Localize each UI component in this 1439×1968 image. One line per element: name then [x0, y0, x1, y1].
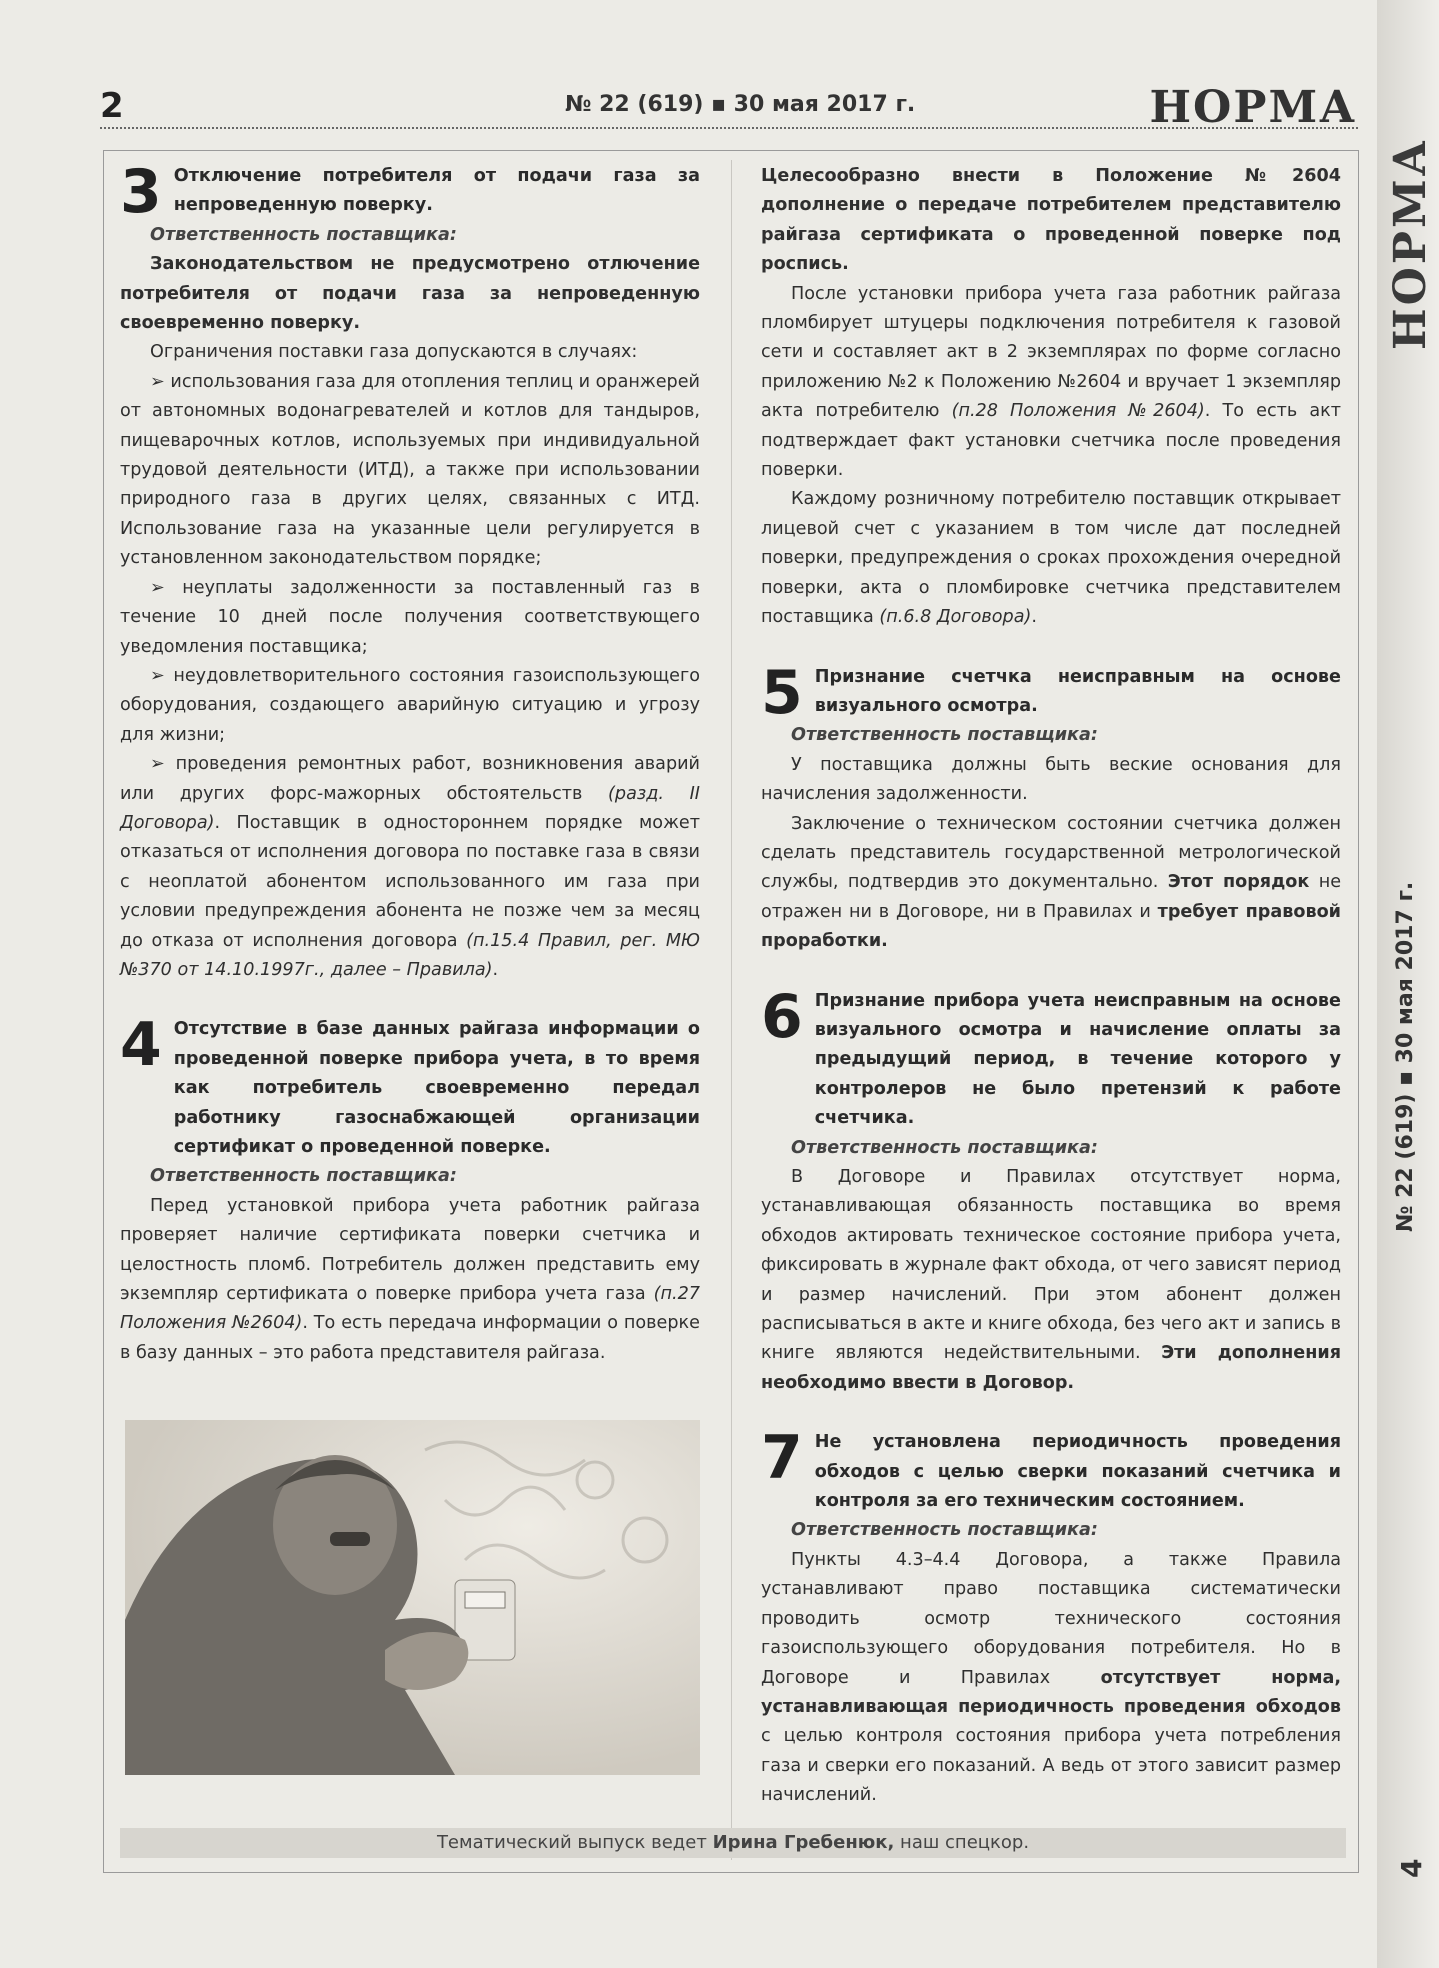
- emphasis: Эти дополнения необходимо ввести в Договор.: [761, 1343, 1342, 1393]
- author-name: Ирина Гребенюк,: [712, 1832, 895, 1853]
- section-number: 6: [761, 981, 803, 1052]
- emphasis: Этот порядок: [1167, 872, 1310, 893]
- reference: (п.15.4 Правил, рег. МЮ №370 от 14.10.1997г., далее – Правила): [120, 930, 701, 980]
- paragraph: Ограничения поставки газа допускаются в случаях:: [150, 342, 638, 363]
- section-number: 7: [761, 1423, 803, 1494]
- list-item-text: ➢ проведения ремонтных работ, возникновения аварий или других форс-мажорных обстоятельств: [120, 754, 700, 804]
- reference: (разд. II Договора): [120, 783, 700, 833]
- left-column: [120, 157, 701, 1368]
- side-strip: [1377, 0, 1439, 1968]
- section-7: [761, 1423, 1342, 1810]
- paragraph: [761, 1546, 1341, 1811]
- section-heading: [761, 981, 1341, 1134]
- section-heading: [120, 1010, 700, 1162]
- reference: (п.27 Положения №2604): [120, 1284, 701, 1334]
- section-title: Признание счетчка неисправным на основе визуального осмотра.: [814, 666, 1341, 716]
- footer-text: Тематический выпуск ведет: [436, 1832, 707, 1853]
- section-number: 4: [120, 1010, 162, 1081]
- emphasis: требует правовой проработки.: [761, 901, 1342, 952]
- punctuation: .: [1031, 607, 1037, 628]
- masthead-title: НОРМА: [1149, 82, 1357, 133]
- section-title: Не установлена периодичность проведения обходов с целью сверки показаний счетчика и контроля за его техническим состоянием.: [814, 1432, 1341, 1512]
- paragraph-text: . То есть акт подтверждает факт установки счетчика после проведения поверки.: [761, 401, 1341, 481]
- responsibility-label: Ответственность поставщика:: [791, 1137, 1098, 1158]
- list-item: ➢ использования газа для отопления теплиц и оранжерей от автономных водонагревателей и котлов для тандыров, пищеварочных котлов, используемых при индивидуальной трудовой деятельности (ИТД), а также при использовании природного газа в других целях, связанных с ИТД. Использование газа на указанные цели регулируется в установленном законодательством порядке;: [120, 371, 700, 569]
- column-divider: [731, 160, 732, 1860]
- paragraph-text: Перед установкой прибора учета работник райгаза проверяет наличие сертификата поверки счетчика и целостность пломб. Потребитель должен представить ему экземпляр сертификата о поверке прибора учета газа: [120, 1195, 700, 1305]
- issue-info: № 22 (619) ▪ 30 мая 2017 г.: [565, 92, 916, 117]
- section-title: Отсутствие в базе данных райгаза информации о проведенной поверке прибора учета, в то время как потребитель своевременно передал работнику газоснабжающей организации сертификат о проведенной поверке.: [173, 1019, 700, 1157]
- punctuation: .: [492, 959, 499, 980]
- side-masthead: НОРМА: [1385, 137, 1436, 350]
- side-page-number: 4: [1395, 1858, 1428, 1878]
- paragraph: [120, 1192, 700, 1368]
- paragraph: [761, 1163, 1341, 1398]
- responsibility-label: Ответственность поставщика:: [150, 224, 457, 245]
- side-issue-info: № 22 (619) ▪ 30 мая 2017 г.: [1393, 881, 1418, 1232]
- section-heading: [761, 1423, 1341, 1516]
- list-item: ➢ неудовлетворительного состояния газоиспользующего оборудования, создающего аварийную ситуацию и угрозу для жизни;: [120, 665, 700, 745]
- paragraph: [761, 280, 1341, 486]
- section-4: [120, 1010, 701, 1368]
- section-heading: [120, 157, 700, 227]
- paragraph-text: После установки прибора учета газа работник райгаза пломбирует штуцеры подключения потребителя к газовой сети и составляет акт в 2 экземплярах по форме согласно приложению №2 к Положению №2604 и вручает 1 экземпляр акта потребителю: [761, 283, 1341, 422]
- section-heading: [761, 657, 1341, 728]
- paragraph: [761, 485, 1341, 632]
- paragraph-text: Пункты 4.3–4.4 Договора, а также Правила устанавливают право поставщика систематически проводить осмотр технического состояния газоиспользующего оборудования потребителя. Но в Договоре и Правилах: [761, 1549, 1341, 1688]
- section-number: 3: [120, 157, 162, 227]
- paragraph: Целесообразно внести в Положение №2604 дополнение о передаче потребителем представителю райгаза сертификата о проведенной поверке под роспись.: [761, 166, 1341, 275]
- list-item: ➢ неуплаты задолженности за поставленный газ в течение 10 дней после получения соответствующего уведомления поставщика;: [120, 577, 700, 657]
- photo-gas-meter-worker: [125, 1420, 700, 1775]
- paragraph-text: Заключение о техническом состоянии счетчика должен сделать представитель государственной метрологической службы, подтвердив это документально.: [761, 813, 1341, 893]
- paragraph-text: . То есть передача информации о поверке в базу данных – это работа представителя райгаза.: [120, 1313, 700, 1363]
- emphasis: отсутствует норма, устанавливающая периодичность проведения обходов: [761, 1667, 1342, 1717]
- reference: (п.6.8 Договора): [879, 607, 1032, 628]
- header-divider: [100, 127, 1358, 129]
- paragraph: Законодательством не предусмотрено отлючение потребителя от подачи газа за непроведенную своевременно поверку.: [120, 254, 700, 334]
- section-number: 5: [761, 657, 803, 728]
- footer-credit: [120, 1828, 1346, 1858]
- list-item-text: . Поставщик в одностороннем порядке может отказаться от исполнения договора по поставке газа в связи с неоплатой абонентом использованного им газа при условии предупреждения абонента не позже чем за месяц до отказа от исполнения договора: [120, 812, 700, 951]
- paragraph: [761, 810, 1341, 957]
- paragraph-text: не отражен ни в Договоре, ни в Правилах и: [761, 872, 1342, 922]
- paragraph: У поставщика должны быть веские основания для начисления задолженности.: [761, 754, 1341, 805]
- section-3: [120, 157, 701, 985]
- responsibility-label: Ответственность поставщика:: [791, 1520, 1098, 1541]
- section-5: [761, 657, 1342, 957]
- right-column: [761, 162, 1341, 1811]
- footer-text: наш спецкор.: [900, 1832, 1030, 1853]
- page-number: 2: [100, 86, 124, 126]
- responsibility-label: Ответственность поставщика:: [150, 1166, 457, 1187]
- paragraph-text: Каждому розничному потребителю поставщик открывает лицевой счет с указанием в том числе дат последней поверки, предупреждения о сроках прохождения очередной поверки, акта о пломбировке счетчика представителем поставщика: [761, 489, 1341, 628]
- section-title: Признание прибора учета неисправным на основе визуального осмотра и начисление оплаты за предыдущий период, в течение которого у контролеров не было претензий к работе счетчика.: [814, 990, 1341, 1129]
- reference: (п.28 Положения №2604): [951, 401, 1205, 422]
- responsibility-label: Ответственность поставщика:: [791, 725, 1098, 746]
- photo-illustration: [125, 1420, 700, 1775]
- section-title: Отключение потребителя от подачи газа за непроведенную поверку.: [173, 166, 700, 216]
- paragraph-text: с целью контроля состояния прибора учета потребления газа и сверки его показаний. А ведь от этого зависит размер начислений.: [761, 1726, 1341, 1806]
- list-item: [120, 750, 700, 985]
- paragraph-text: В Договоре и Правилах отсутствует норма, устанавливающая обязанность поставщика во время обходов актировать техническое состояние прибора учета, фиксировать в журнале факт обхода, от чего зависят период и размер начислений. При этом абонент должен расписываться в акте и книге обхода, без чего акт и запись в книге являются недействительными.: [761, 1167, 1341, 1364]
- section-6: [761, 981, 1342, 1399]
